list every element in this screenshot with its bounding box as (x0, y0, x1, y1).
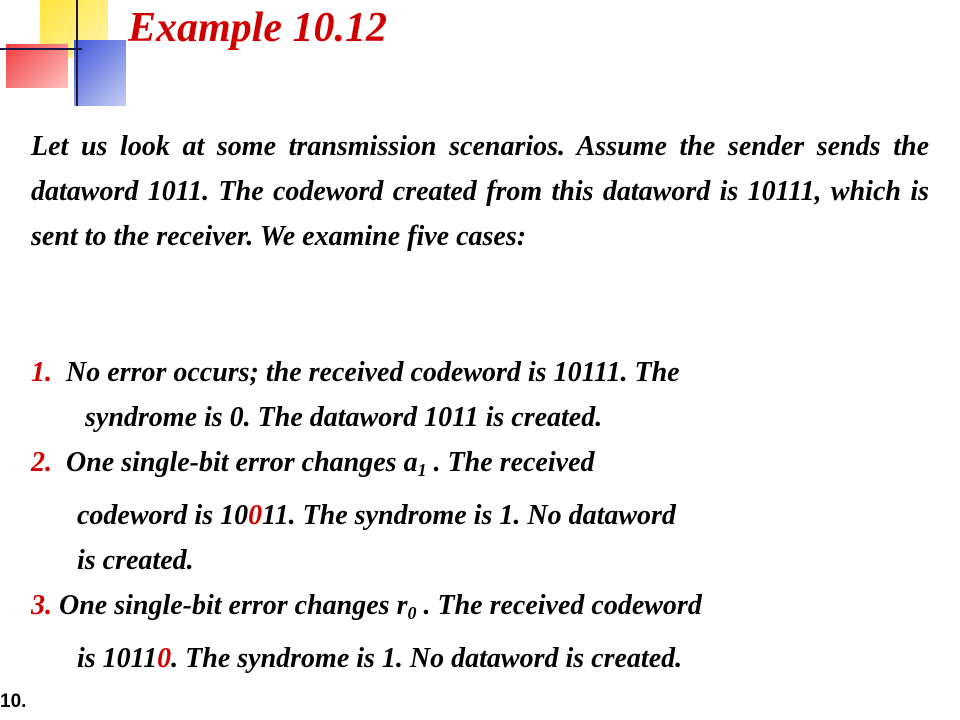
case-text: . The received codeword (416, 590, 702, 621)
case-text: 11. The syndrome is 1. No dataword (262, 500, 676, 531)
subscript: 1 (417, 460, 427, 480)
case-3-line-2 (31, 636, 941, 681)
decorative-logo-squares (0, 0, 130, 110)
case-text: . The syndrome is 1. No dataword is created. (171, 643, 683, 674)
case-1-line-1 (31, 350, 941, 395)
case-text: syndrome is 0. The dataword 1011 is created. (85, 402, 603, 433)
case-2-line-3 (31, 538, 941, 583)
horizontal-line-shape (0, 48, 82, 50)
case-text: One single-bit error changes r (59, 590, 408, 621)
case-2-line-2 (31, 493, 941, 538)
case-1-line-2 (31, 395, 941, 440)
case-number: 3. (31, 590, 52, 621)
vertical-line-shape (76, 0, 78, 106)
case-text: codeword is 10 (77, 500, 249, 531)
case-2-line-1 (31, 440, 941, 493)
error-bit-highlight: 0 (157, 643, 172, 674)
case-number: 1. (31, 357, 52, 388)
slide-number: 10. (0, 691, 27, 712)
subscript: 0 (407, 603, 417, 623)
case-text: . The received (426, 447, 595, 478)
case-text: No error occurs; the received codeword is 10111. The (66, 357, 680, 388)
error-bit-highlight: 0 (248, 500, 263, 531)
slide-title: Example 10.12 (128, 5, 387, 51)
case-3-line-1 (31, 583, 941, 636)
case-text: is 1011 (77, 643, 158, 674)
red-square-shape (6, 44, 68, 88)
case-number: 2. (31, 447, 52, 478)
case-text: One single-bit error changes a (66, 447, 418, 478)
case-list (31, 350, 941, 681)
case-text: is created. (77, 545, 194, 576)
intro-paragraph: Let us look at some transmission scenarios. Assume the sender sends the dataword 1011. The codeword created from this dataword is 10111, which is sent to the receiver. We examine five cases: (31, 131, 929, 252)
